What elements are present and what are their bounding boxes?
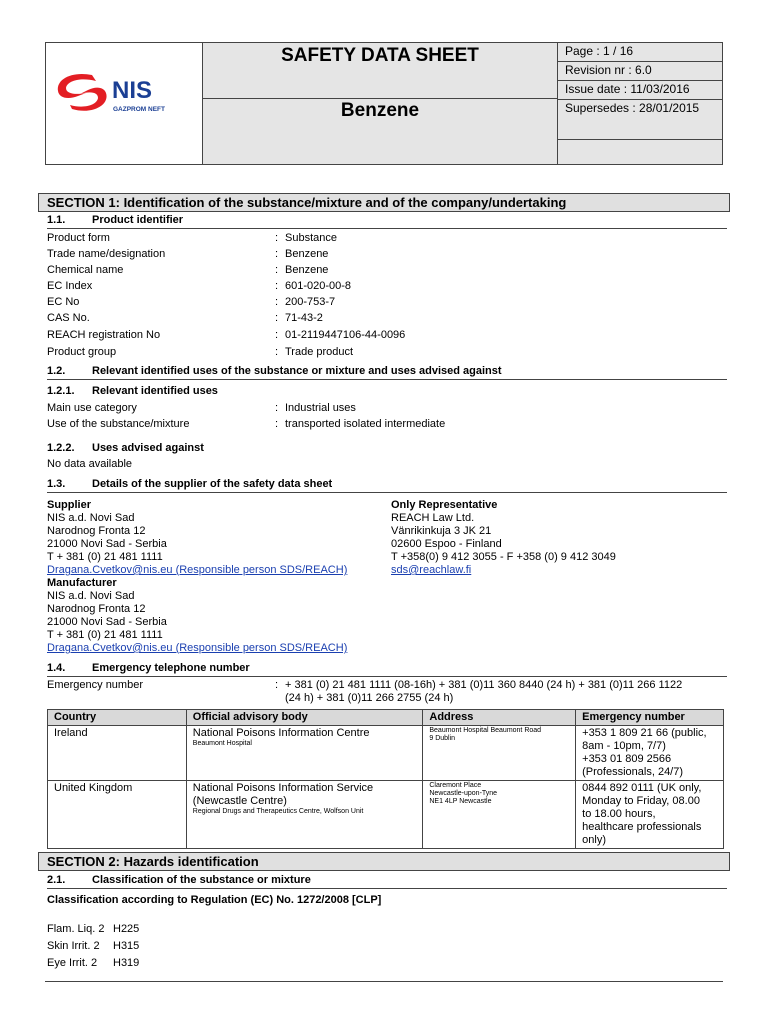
supplier-heading: Supplier [47, 499, 92, 511]
issue-date: Issue date : 11/03/2016 [558, 81, 722, 100]
emergency-number-cell: 0844 892 0111 (UK only, Monday to Friday, 08.00 to 18.00 hours, healthcare professionals only) [576, 781, 724, 849]
emergency-number-cell: +353 1 809 21 66 (public, 8am - 10pm, 7/7) +353 01 809 2566 (Professionals, 24/7) [576, 726, 724, 781]
nis-logo [52, 65, 202, 125]
subsection-number: 1.1. [47, 214, 66, 226]
field-ec-index: EC Index : 601-020-00-8 [47, 280, 352, 292]
field-use-of-substance: Use of the substance/mixture : transported isolated intermediate [47, 418, 446, 430]
representative-email-link[interactable]: sds@reachlaw.fi [391, 564, 472, 576]
supplier-block [47, 499, 347, 655]
subsection-1-1 [47, 214, 727, 229]
logo-subtext: GAZPROM NEFT [113, 106, 165, 113]
field-cas-no: CAS No. : 71-43-2 [47, 312, 323, 324]
subsection-1-4: 1.4. Emergency telephone number [47, 662, 727, 677]
classification-item: Flam. Liq. 2 H225 [47, 923, 140, 935]
supplier-line: NIS a.d. Novi Sad [47, 512, 135, 524]
supplier-line: Narodnog Fronta 12 [47, 525, 146, 537]
product-name: Benzene [340, 100, 420, 121]
emergency-value: + 381 (0) 21 481 1111 (08-16h) + 381 (0)11 360 8440 (24 h) + 381 (0)11 266 1122 (24 h) + 381 (0)11 266 2755 (24 h) [285, 679, 683, 704]
supplier-email-link[interactable]: Dragana.Cvetkov@nis.eu (Responsible person SDS/REACH) [47, 564, 348, 576]
field-main-use: Main use category : Industrial uses [47, 402, 356, 414]
no-data-text: No data available [47, 458, 133, 470]
table-header: Address [423, 710, 576, 726]
table-row [48, 726, 724, 781]
clp-heading: Classification according to Regulation (EC) No. 1272/2008 [CLP] [47, 894, 382, 906]
representative-line: REACH Law Ltd. [391, 512, 475, 524]
field-ec-no: EC No : 200-753-7 [47, 296, 336, 308]
field-trade-name: Trade name/designation : Benzene [47, 248, 329, 260]
manufacturer-line: Narodnog Fronta 12 [47, 603, 146, 615]
manufacturer-heading: Manufacturer [47, 577, 117, 589]
manufacturer-email-link[interactable]: Dragana.Cvetkov@nis.eu (Responsible person SDS/REACH) [47, 642, 348, 654]
address-cell: Beaumont Hospital Beaumont Road 9 Dublin [423, 726, 576, 781]
table-header-row [48, 710, 724, 726]
section-2-heading: SECTION 2: Hazards identification [38, 852, 730, 871]
address-cell: Claremont Place Newcastle-upon-Tyne NE1 4LP Newcastle [423, 781, 576, 849]
subsection-title: Product identifier [92, 214, 184, 226]
country-cell: Ireland [48, 726, 187, 781]
product-cell [203, 99, 558, 164]
logo-swoosh-top [58, 74, 96, 98]
country-cell: United Kingdom [48, 781, 187, 849]
representative-phone: T +358(0) 9 412 3055 - F +358 (0) 9 412 3049 [391, 551, 616, 563]
representative-line: Vänrikinkuja 3 JK 21 [391, 525, 492, 537]
table-header: Official advisory body [186, 710, 423, 726]
emergency-colon: : [275, 679, 279, 691]
subsection-1-2-2: 1.2.2. Uses advised against [47, 442, 204, 454]
supplier-phone: T + 381 (0) 21 481 1111 [47, 551, 163, 563]
document-title: SAFETY DATA SHEET [281, 45, 479, 66]
page-number: Page : 1 / 16 [558, 43, 722, 62]
revision-number: Revision nr : 6.0 [558, 62, 722, 81]
field-reach-no: REACH registration No : 01-2119447106-44-0096 [47, 329, 406, 341]
manufacturer-phone: T + 381 (0) 21 481 1111 [47, 629, 163, 641]
representative-heading: Only Representative [391, 499, 498, 511]
emergency-table [47, 709, 724, 849]
supersedes-date: Supersedes : 28/01/2015 [558, 100, 722, 140]
field-chemical-name: Chemical name : Benzene [47, 264, 329, 276]
footer-divider [45, 981, 723, 982]
classification-item: Eye Irrit. 2 H319 [47, 957, 140, 969]
representative-line: 02600 Espoo - Finland [391, 538, 502, 550]
document-header [45, 42, 723, 165]
manufacturer-line: 21000 Novi Sad - Serbia [47, 616, 167, 628]
title-cell [203, 43, 558, 99]
table-row [48, 781, 724, 849]
table-header: Emergency number [576, 710, 724, 726]
section-1-heading: SECTION 1: Identification of the substance/mixture and of the company/undertaking [38, 193, 730, 212]
logo-cell [46, 43, 203, 164]
subsection-1-2: 1.2. Relevant identified uses of the substance or mixture and uses advised against [47, 365, 727, 380]
supplier-line: 21000 Novi Sad - Serbia [47, 538, 167, 550]
logo-swoosh-bottom [70, 88, 107, 111]
subsection-1-2-1: 1.2.1. Relevant identified uses [47, 385, 218, 397]
field-product-form: Product form : Substance [47, 232, 337, 244]
subsection-1-3: 1.3. Details of the supplier of the safety data sheet [47, 478, 727, 493]
logo-text: NIS [112, 77, 153, 104]
representative-block [391, 499, 616, 577]
advisory-body-cell: National Poisons Information Service (Newcastle Centre) Regional Drugs and Therapeutics Centre, Wolfson Unit [186, 781, 423, 849]
advisory-body-cell: National Poisons Information Centre Beaumont Hospital [186, 726, 423, 781]
classification-item: Skin Irrit. 2 H315 [47, 940, 140, 952]
manufacturer-line: NIS a.d. Novi Sad [47, 590, 135, 602]
table-header: Country [48, 710, 187, 726]
emergency-label: Emergency number [47, 679, 143, 691]
meta-empty-cell [558, 140, 722, 164]
subsection-2-1: 2.1. Classification of the substance or mixture [47, 874, 727, 889]
field-product-group: Product group : Trade product [47, 346, 354, 358]
